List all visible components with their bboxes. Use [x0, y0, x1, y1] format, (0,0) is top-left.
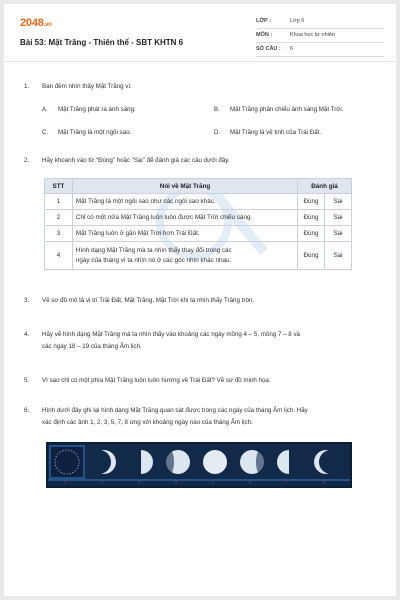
moon-phase-7 — [277, 450, 301, 474]
answer-true[interactable]: Đúng — [298, 210, 325, 226]
option-a[interactable]: A. Mặt Trăng phát ra ánh sáng. — [42, 106, 136, 113]
worksheet-page: 2048.vn Bài 53: Mặt Trăng - Thiên thể - SBT KHTN 6 LỚP : Lớp 6 MÔN : Khoa học tự nhiên SỐ CÂU : 6 1. Ban đêm nhìn thấy Mặt Trăng vì: A. Mặt Trăng phát ra ánh sáng. B. Mặt Trăng phản chiếu ánh sáng Mặt Trời. C. Mặt Trăng là một ngôi sao. D. Mặt Trăng là vệ tinh của Trái Đất. 2. Hãy khoanh vào từ “Đúng” hoặc “Sai” để đánh giá các câu dưới đây. STT Nói về Mặt Trăng Đánh giá 1 Mặt Trăng là một ngôi sao như các ngôi sao khác. Đúng Sai 2 Chỉ có một nửa Mặt Trăng luôn luôn được Mặt Trời chiếu sáng. Đúng Sai 3 Mặt Trăng luôn ở gần Mặt Trời hơn Trái Đất. Đúng Sai 4 Hình dạng Mặt Trăng mà ta nhìn thấy thay đổi trong các ngày của tháng vì ta nhìn nó ở các góc nhìn khác nhau. Đúng Sai 3. Vẽ sơ đồ mô tả vị trí Trái Đất, Mặt Trăng, Mặt Trời khi ta nhìn thấy Trăng tròn. 4. Hãy vẽ hình dạng Mặt Trăng mà ta nhìn thấy vào khoảng các ngày mồng 4 – 5, mồng 7 – 8 và các ngày 18 – 19 của tháng Âm lịch. 5. Vì sao chỉ có một phía Mặt Trăng luôn luôn hướng về Trái Đất? Vẽ sơ đồ minh họa. 6. Hình dưới đây ghi lại hình dạng Mặt Trăng quan sát được trong các ngày của tháng Âm lịch. Hãy xác định các ảnh 1, 2, 3, 5, 7, 8 ứng với khoảng ngày nào của tháng Âm lịch. 1 2 3 4 5 6 7 8 — [4, 4, 396, 596]
moon-phase-6 — [240, 450, 264, 474]
header-stt: STT — [45, 179, 73, 194]
moon-phase-5 — [203, 450, 227, 474]
meta-row-subject: MÔN : Khoa học tự nhiên — [256, 29, 384, 43]
moon-phase-2 — [87, 450, 116, 474]
answer-false[interactable]: Sai — [325, 210, 352, 226]
moon-phase-1 — [50, 446, 84, 478]
meta-row-count: SỐ CÂU : 6 — [256, 43, 384, 57]
worksheet-header — [4, 4, 396, 62]
header-evaluation: Đánh giá — [298, 179, 352, 194]
page-title: Bài 53: Mặt Trăng - Thiên thể - SBT KHTN 6 — [20, 38, 184, 47]
header-statement: Nói về Mặt Trăng — [72, 179, 297, 194]
moon-phase-4 — [166, 450, 190, 474]
answer-true[interactable]: Đúng — [298, 194, 325, 210]
answer-false[interactable]: Sai — [325, 226, 352, 242]
table-row: 3 Mặt Trăng luôn ở gần Mặt Trời hơn Trái Đất. Đúng Sai — [45, 226, 352, 242]
question-4-line-2: các ngày 18 – 19 của tháng Âm lịch. — [42, 343, 142, 350]
table-row: 1 Mặt Trăng là một ngôi sao như các ngôi sao khác. Đúng Sai — [45, 194, 352, 210]
moon-phase-8 — [314, 450, 343, 474]
meta-info — [256, 15, 384, 57]
table-row: 2 Chỉ có một nửa Mặt Trăng luôn luôn được Mặt Trời chiếu sáng. Đúng Sai — [45, 210, 352, 226]
table-header-row — [45, 179, 352, 194]
option-d[interactable]: D. Mặt Trăng là vệ tinh của Trái Đất. — [214, 129, 322, 136]
true-false-table — [44, 178, 352, 270]
moon-phase-numbers: 1 2 3 4 5 6 7 8 — [63, 480, 326, 486]
meta-row-class: LỚP : Lớp 6 — [256, 15, 384, 29]
answer-true[interactable]: Đúng — [298, 226, 325, 242]
question-6-line-2: xác định các ảnh 1, 2, 3, 5, 7, 8 ứng với khoảng ngày nào của tháng Âm lịch. — [42, 419, 253, 426]
answer-true[interactable]: Đúng — [298, 242, 325, 270]
option-c[interactable]: C. Mặt Trăng là một ngôi sao. — [42, 129, 132, 136]
moon-phase-3 — [129, 450, 153, 474]
table-row: 4 Hình dạng Mặt Trăng mà ta nhìn thấy thay đổi trong các ngày của tháng vì ta nhìn nó ở các góc nhìn khác nhau. Đúng Sai — [45, 242, 352, 270]
site-logo[interactable]: 2048.vn — [20, 17, 52, 29]
option-b[interactable]: B. Mặt Trăng phản chiếu ánh sáng Mặt Trời. — [214, 106, 344, 113]
answer-false[interactable]: Sai — [325, 242, 352, 270]
answer-false[interactable]: Sai — [325, 194, 352, 210]
